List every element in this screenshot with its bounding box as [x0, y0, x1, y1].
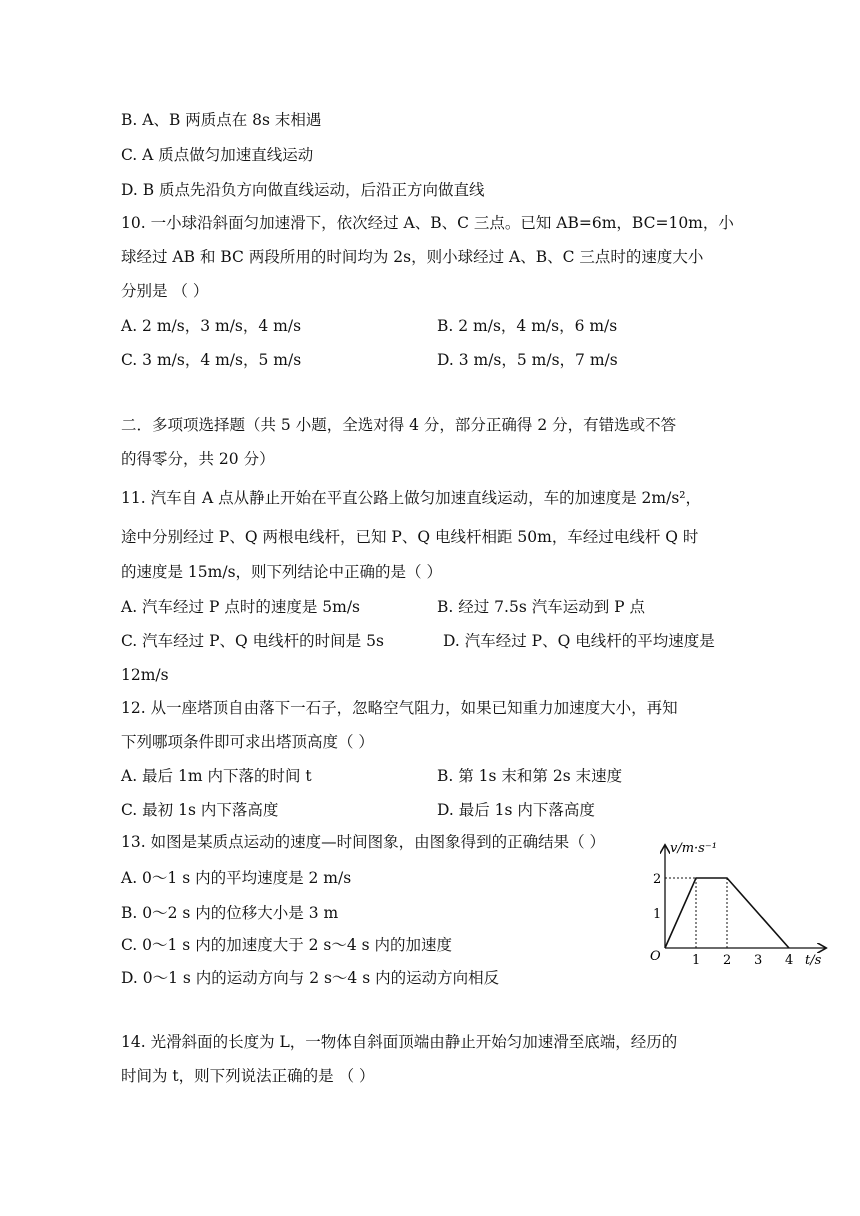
option-left-q11cd: C. 汽车经过 P、Q 电线杆的时间是 5s [121, 632, 384, 650]
text-line-q12a: 12. 从一座塔顶自由落下一石子，忽略空气阻力，如果已知重力加速度大小，再知 [121, 699, 678, 717]
option-right-q12cd: D. 最后 1s 内下落高度 [437, 801, 595, 819]
text-line-q11e: 12m/s [121, 666, 169, 684]
option-right-q10ab: B. 2 m/s，4 m/s，6 m/s [437, 317, 618, 335]
origin-label: O [650, 949, 661, 964]
option-left-q10cd: C. 3 m/s，4 m/s，5 m/s [121, 351, 302, 369]
x-tick-label: 4 [785, 953, 794, 968]
x-tick-label: 2 [723, 953, 732, 968]
x-tick-label: 1 [692, 953, 701, 968]
y-tick-label: 2 [653, 872, 662, 887]
text-line-q9d: D. B 质点先沿负方向做直线运动，后沿正方向做直线 [121, 181, 485, 199]
option-right-q11ab: B. 经过 7.5s 汽车运动到 P 点 [437, 598, 645, 616]
series-line [665, 878, 789, 948]
option-left-q12ab: A. 最后 1m 内下落的时间 t [121, 767, 312, 785]
text-line-q14a: 14. 光滑斜面的长度为 L，一物体自斜面顶端由静止开始匀加速滑至底端，经历的 [121, 1033, 678, 1051]
text-line-sec2b: 的得零分，共 20 分） [121, 450, 275, 468]
option-right-q10cd: D. 3 m/s，5 m/s，7 m/s [437, 351, 618, 369]
velocity-time-graph [640, 838, 830, 973]
text-line-q11a: 11. 汽车自 A 点从静止开始在平直公路上做匀加速直线运动，车的加速度是 2m/s²， [121, 489, 702, 507]
option-left-q11ab: A. 汽车经过 P 点时的速度是 5m/s [121, 598, 360, 616]
text-line-q9c: C. A 质点做匀加速直线运动 [121, 146, 314, 164]
option-left-q10ab: A. 2 m/s，3 m/s，4 m/s [121, 317, 302, 335]
option-right-q11cd: D. 汽车经过 P、Q 电线杆的平均速度是 [443, 632, 715, 650]
text-line-q9b: B. A、B 两质点在 8s 末相遇 [121, 111, 322, 129]
y-axis-label: v/m·s⁻¹ [670, 841, 717, 856]
text-line-q11b: 途中分别经过 P、Q 两根电线杆，已知 P、Q 电线杆相距 50m，车经过电线杆 Q 时 [121, 528, 699, 546]
text-line-q10a: 10. 一小球沿斜面匀加速滑下，依次经过 A、B、C 三点。已知 AB=6m，BC=10m，小 [121, 214, 734, 232]
option-right-q12ab: B. 第 1s 末和第 2s 末速度 [437, 767, 623, 785]
text-line-q13a: A. 0～1 s 内的平均速度是 2 m/s [121, 869, 352, 887]
text-line-q13d: D. 0～1 s 内的运动方向与 2 s～4 s 内的运动方向相反 [121, 969, 500, 987]
text-line-q11c: 的速度是 15m/s，则下列结论中正确的是（ ） [121, 563, 442, 581]
text-line-q10b: 球经过 AB 和 BC 两段所用的时间均为 2s，则小球经过 A、B、C 三点时的速度大小 [121, 248, 704, 266]
y-tick-label: 1 [653, 907, 662, 922]
text-line-q14b: 时间为 t，则下列说法正确的是 （ ） [121, 1067, 375, 1085]
text-line-sec2a: 二．多项项选择题（共 5 小题，全选对得 4 分，部分正确得 2 分，有错选或不答 [121, 416, 677, 434]
text-line-q10c: 分别是 （ ） [121, 282, 209, 300]
text-line-q13b: B. 0～2 s 内的位移大小是 3 m [121, 904, 339, 922]
x-tick-label: 3 [754, 953, 763, 968]
text-line-q12b: 下列哪项条件即可求出塔顶高度（ ） [121, 733, 374, 751]
text-line-q13c: C. 0～1 s 内的加速度大于 2 s～4 s 内的加速度 [121, 936, 453, 954]
x-axis-label: t/s [805, 953, 822, 968]
option-left-q12cd: C. 最初 1s 内下落高度 [121, 801, 279, 819]
text-line-q13: 13. 如图是某质点运动的速度—时间图象，由图象得到的正确结果（ ） [121, 833, 606, 851]
